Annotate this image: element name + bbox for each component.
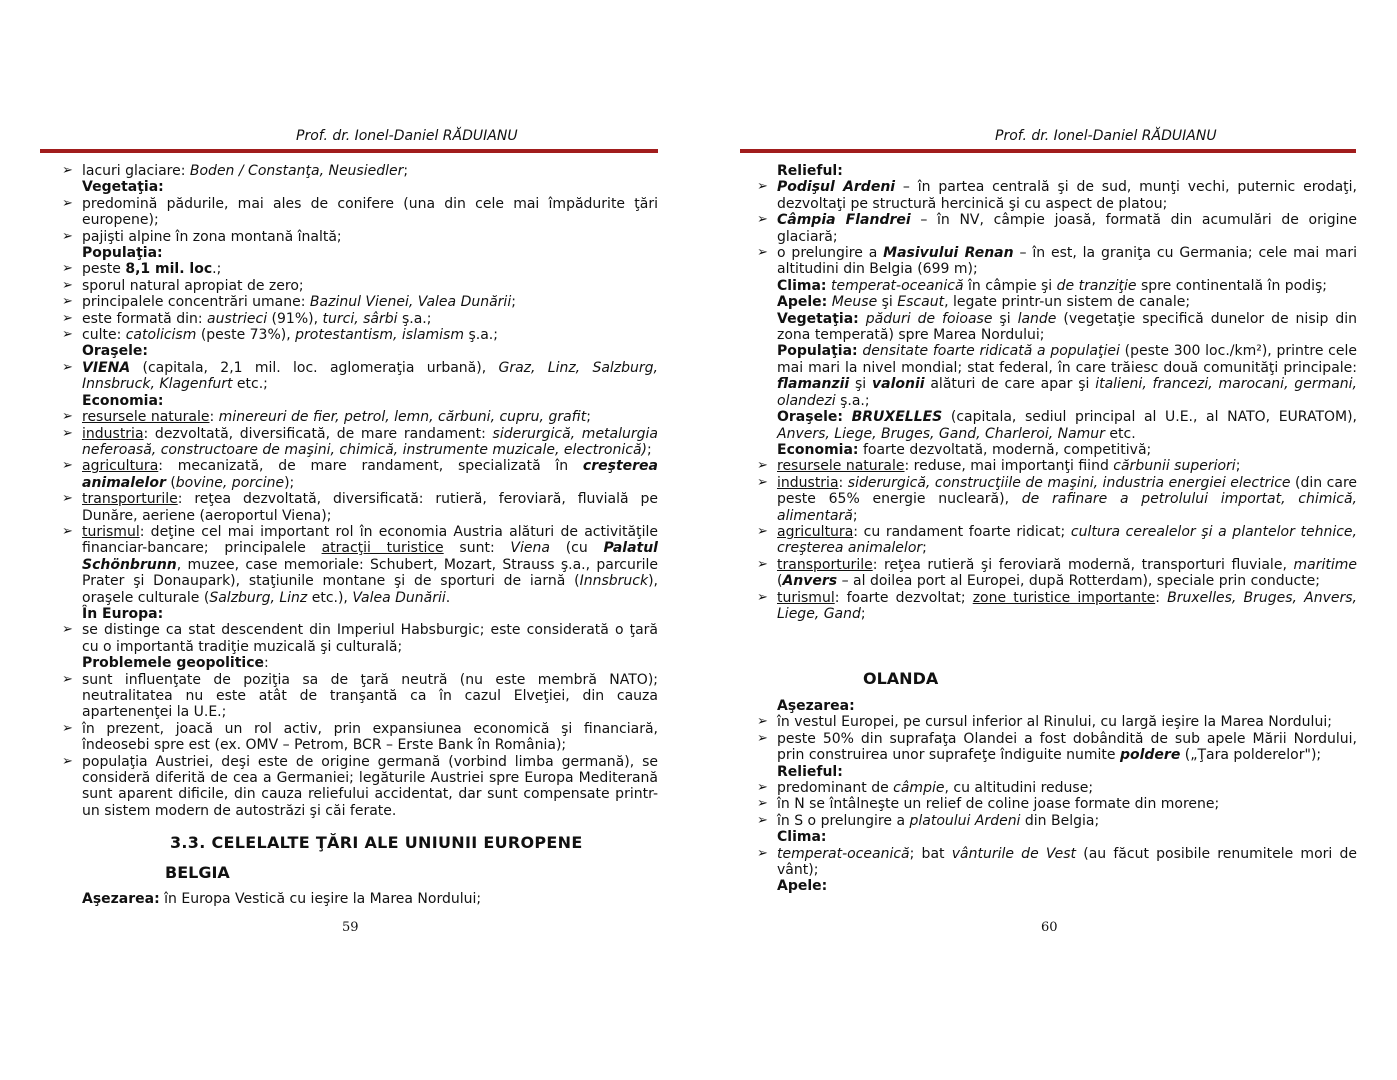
- arrowhead-bullet-icon: ➢: [757, 845, 768, 861]
- section-label: [755, 163, 1357, 179]
- page-number: 60: [1041, 920, 1058, 935]
- arrowhead-bullet-icon: ➢: [62, 409, 73, 425]
- text-run: – în est, la graniţa cu Germania; cele mai mari altitudini din Belgia (699 m);: [777, 245, 1357, 278]
- text-run: [843, 409, 852, 425]
- list-item: [60, 163, 658, 179]
- list-item: [755, 245, 1357, 278]
- text-run: ;: [586, 409, 591, 426]
- text-run: industria: [82, 425, 144, 442]
- text-run: în S o prelungire a: [777, 812, 910, 829]
- text-run: în vestul Europei, pe cursul inferior al Rinului, cu largă ieşire la Marea Nordului;: [777, 714, 1332, 731]
- text-run: Apele:: [777, 294, 828, 311]
- text-run: în prezent, joacă un rol activ, prin expansiunea economică şi financiară, îndeosebi spre est (ex. OMV – Petrom, BCR – Erste Bank în România);: [82, 720, 658, 754]
- list-item: [755, 590, 1357, 623]
- text-run: : reduse, mai importanţi fiind: [904, 458, 1114, 475]
- text-run: din Belgia;: [1020, 812, 1100, 829]
- list-item: [60, 672, 658, 721]
- text-run: se distinge ca stat descendent din Imperiul Habsburgic; este considerată o ţară cu o importantă tradiţie muzicală şi culturală;: [82, 622, 658, 655]
- text-run: de rafinare a petrolului importat, chimică, alimentară: [777, 491, 1357, 524]
- text-run: : deţine cel mai important rol în economia Austria alături de activităţile financiar-bancare; principalele: [82, 523, 658, 557]
- section-label: [755, 878, 1357, 894]
- text-run: minereuri de fier, petrol, lemn, cărbuni, cupru, grafit: [218, 409, 587, 426]
- arrowhead-bullet-icon: ➢: [757, 212, 768, 228]
- text-run: atracţii turistice: [321, 540, 444, 557]
- text-run: , legate printr-un sistem de canale;: [944, 294, 1191, 311]
- arrowhead-bullet-icon: ➢: [62, 310, 73, 326]
- list-item: [755, 475, 1357, 524]
- text-run: ;: [646, 441, 652, 458]
- arrowhead-bullet-icon: ➢: [62, 277, 73, 293]
- text-run: zone turistice importante: [972, 589, 1156, 606]
- list-item: [60, 327, 658, 343]
- list-item: [60, 426, 658, 459]
- text-run: Câmpia Flandrei: [777, 212, 911, 229]
- text-run: protestantism, islamism: [295, 327, 464, 344]
- arrowhead-bullet-icon: ➢: [62, 753, 73, 769]
- arrowhead-bullet-icon: ➢: [62, 720, 73, 736]
- text-run: lacuri glaciare:: [82, 163, 190, 179]
- text-run: .;: [212, 261, 222, 278]
- list-item: [755, 714, 1357, 730]
- arrowhead-bullet-icon: ➢: [62, 622, 73, 638]
- page-header: Prof. dr. Ionel-Daniel RĂDUIANU: [296, 128, 518, 144]
- text-run: ;: [860, 605, 866, 622]
- text-run: – în NV, câmpie joasă, formată din acumulări de origine glaciară;: [777, 212, 1357, 245]
- arrowhead-bullet-icon: ➢: [62, 523, 73, 539]
- list-item: [60, 229, 658, 245]
- text-run: flamanzii: [777, 376, 850, 393]
- list-item: [60, 261, 658, 277]
- text-run: Oraşele:: [82, 343, 148, 360]
- text-run: BRUXELLES: [851, 409, 943, 426]
- text-run: agricultura: [777, 523, 854, 540]
- text-run: ), oraşele culturale (: [82, 573, 658, 606]
- list-item: [60, 196, 658, 229]
- page-header: Prof. dr. Ionel-Daniel RĂDUIANU: [995, 128, 1217, 144]
- text-run: Anvers, Liege, Bruges, Gand, Charleroi, Namur: [777, 425, 1105, 442]
- header-rule: [740, 149, 1356, 153]
- text-run: („Ţara polderelor");: [1180, 747, 1322, 764]
- text-run: Palatul Schönbrunn: [82, 540, 658, 573]
- text-run: etc.: [1104, 425, 1136, 442]
- text-run: [859, 311, 866, 327]
- section-label: [755, 294, 1357, 310]
- arrowhead-bullet-icon: ➢: [757, 589, 768, 605]
- section-label: [60, 655, 658, 671]
- text-run: vânturile de Vest: [951, 845, 1077, 862]
- list-item: [60, 458, 658, 491]
- text-run: maritime: [1293, 556, 1357, 573]
- list-item: [60, 311, 658, 327]
- text-run: resursele naturale: [82, 409, 210, 426]
- list-item: [755, 212, 1357, 245]
- text-run: în N se întâlneşte un relief de coline joase formate din morene;: [777, 796, 1220, 813]
- text-run: Relieful:: [777, 763, 843, 780]
- text-run: Bruxelles, Bruges, Anvers, Liege, Gand: [777, 589, 1358, 622]
- text-run: Innsbruck: [579, 573, 649, 590]
- arrowhead-bullet-icon: ➢: [62, 458, 73, 474]
- text-run: : foarte dezvoltat;: [834, 589, 973, 606]
- text-run: (capitala, sediul principal al U.E., al NATO, EURATOM),: [942, 409, 1358, 426]
- text-run: Podişul Ardeni: [777, 179, 896, 196]
- page-body-bottom: [755, 698, 1357, 895]
- text-run: cărbunii superiori: [1113, 458, 1236, 475]
- list-item: [60, 360, 658, 393]
- text-run: sunt influenţate de poziţia sa de ţară neutră (nu este membră NATO); neutralitatea nu este atât de tranşantă ca în cazul Elveţiei, din cauza apartenenţei la U.E.;: [82, 671, 658, 721]
- text-run: sunt:: [443, 540, 511, 557]
- text-run: (capitala, 2,1 mil. loc. aglomeraţia urbană),: [130, 359, 499, 376]
- text-run: catolicism: [125, 327, 197, 344]
- arrowhead-bullet-icon: ➢: [62, 491, 73, 507]
- text-run: : dezvoltată, diversificată, de mare randament:: [143, 425, 493, 442]
- arrowhead-bullet-icon: ➢: [62, 163, 73, 178]
- text-run: foarte dezvoltată, modernă, competitivă;: [858, 441, 1152, 458]
- text-run: păduri de foioase: [865, 310, 993, 327]
- text-run: (vegetaţie specifică dunelor de nisip din zona temperată) spre Marea Nordului;: [777, 310, 1358, 344]
- text-run: temperat-oceanică: [777, 845, 910, 862]
- text-run: : reţea dezvoltată, diversificată: rutieră, feroviară, fluvială pe Dunăre, aeriene (aeroportul Viena);: [82, 491, 658, 524]
- list-item: [755, 780, 1357, 796]
- list-item: [60, 491, 658, 524]
- location-line: [82, 891, 481, 907]
- text-run: populaţia Austriei, deşi este de origine germană (vorbind limba germană), se consideră diferită de cea a Germaniei; legăturile Austriei spre Europa Mediterană sunt aparent dificile, din cauza reliefului accidentat, dar sunt compensate printr-un sistem modern de autostrăzi şi căi ferate.: [82, 753, 658, 819]
- text-run: ş.a.;: [464, 327, 498, 344]
- text-run: creşterea animalelor: [82, 458, 658, 491]
- text-run: italieni, francezi, marocani, germani, olandezi: [777, 376, 1357, 409]
- page-number: 59: [342, 920, 359, 935]
- arrowhead-bullet-icon: ➢: [757, 458, 768, 474]
- arrowhead-bullet-icon: ➢: [62, 327, 73, 343]
- section-label: [755, 698, 1357, 714]
- text-run: :: [264, 655, 269, 672]
- text-run: şi: [992, 310, 1018, 327]
- list-item: [755, 458, 1357, 474]
- text-run: Vegetaţia:: [82, 179, 164, 196]
- text-run: ; bat: [909, 845, 952, 862]
- text-run: (peste 300 loc./km²), printre cele mai mari la nivel mondial; stat federal, în care trăiesc două comunităţi principale:: [777, 343, 1357, 376]
- text-run: ;: [922, 540, 927, 557]
- text-run: (peste 73%),: [196, 327, 296, 344]
- text-run: Clima:: [777, 829, 827, 846]
- text-run: Economia:: [777, 441, 859, 458]
- list-item: [755, 813, 1357, 829]
- section-label: [755, 343, 1357, 409]
- text-run: (au făcut posibile renumitele mori de vânt);: [777, 845, 1357, 879]
- text-run: Viena: [510, 540, 550, 557]
- text-run: agricultura: [82, 458, 159, 475]
- text-run: siderurgică, construcţiile de maşini, industria energiei electrice: [847, 474, 1291, 491]
- text-run: turismul: [82, 523, 140, 540]
- arrowhead-bullet-icon: ➢: [757, 780, 768, 796]
- text-run: etc.),: [307, 589, 353, 606]
- page-body-top: [755, 163, 1357, 622]
- arrowhead-bullet-icon: ➢: [62, 359, 73, 375]
- country-title: OLANDA: [863, 669, 939, 688]
- arrowhead-bullet-icon: ➢: [62, 425, 73, 441]
- list-item: [755, 846, 1357, 879]
- arrowhead-bullet-icon: ➢: [62, 228, 73, 244]
- text-run: sporul natural apropiat de zero;: [82, 277, 304, 294]
- text-run: (cu: [549, 540, 604, 557]
- text-run: ;: [511, 294, 516, 311]
- text-run: Populaţia:: [777, 343, 858, 360]
- text-run: :: [1155, 589, 1168, 606]
- text-run: (91%),: [267, 310, 323, 327]
- text-run: spre continentală în podiş;: [1136, 277, 1328, 294]
- section-label: [60, 606, 658, 622]
- list-item: [755, 731, 1357, 764]
- text-run: temperat-oceanică: [830, 277, 964, 294]
- text-run: – al doilea port al Europei, după Rotterdam), speciale prin conducte;: [837, 573, 1321, 590]
- text-run: şi: [877, 294, 898, 311]
- text-run: : reţea rutieră şi feroviară modernă, transporturi fluviale,: [872, 556, 1294, 573]
- text-run: Escaut: [897, 294, 945, 311]
- text-run: : cu randament foarte ridicat;: [853, 523, 1071, 540]
- text-run: Anvers: [782, 573, 838, 590]
- text-run: lande: [1017, 310, 1057, 327]
- text-run: câmpie: [893, 780, 945, 797]
- country-title: BELGIA: [165, 863, 230, 882]
- list-item: [60, 622, 658, 655]
- section-label: [60, 393, 658, 409]
- text-run: Boden / Constanţa, Neusiedler: [189, 163, 404, 179]
- text-run: ;: [1235, 458, 1241, 475]
- arrowhead-bullet-icon: ➢: [757, 179, 768, 195]
- text-run: valonii: [872, 376, 925, 393]
- section-label: [60, 245, 658, 261]
- text-run: Masivului Renan: [883, 245, 1014, 262]
- text-run: (: [777, 573, 783, 590]
- text-run: resursele naturale: [777, 458, 905, 475]
- text-run: alături de care apar şi: [924, 376, 1096, 393]
- text-run: industria: [777, 474, 839, 491]
- text-run: Bazinul Vienei, Valea Dunării: [309, 294, 512, 311]
- text-run: ş.a.;: [397, 310, 432, 327]
- text-run: austrieci: [207, 310, 268, 327]
- list-item: [60, 721, 658, 754]
- text-run: Vegetaţia:: [777, 310, 859, 327]
- page-body: [60, 163, 658, 819]
- text-run: (: [165, 474, 176, 491]
- text-run: poldere: [1119, 747, 1181, 764]
- text-run: ;: [403, 163, 409, 179]
- text-run: şi: [849, 376, 872, 393]
- header-rule: [40, 149, 658, 153]
- text-run: în câmpie şi: [963, 277, 1057, 294]
- text-run: , muzee, case memoriale: Schubert, Mozart, Strauss ş.a., parcurile Prater şi Donaupark), staţiunile montane şi de sporturi de iarnă (: [82, 556, 658, 590]
- section-label: [755, 829, 1357, 845]
- text-run: culte:: [82, 327, 126, 344]
- text-run: transporturile: [82, 491, 178, 508]
- arrowhead-bullet-icon: ➢: [757, 474, 768, 490]
- list-item: [755, 179, 1357, 212]
- text-run: Meuse: [831, 294, 878, 311]
- section-label: [755, 409, 1357, 442]
- text-run: :: [209, 409, 219, 426]
- list-item: [755, 796, 1357, 812]
- arrowhead-bullet-icon: ➢: [757, 730, 768, 746]
- arrowhead-bullet-icon: ➢: [757, 714, 768, 730]
- text-run: Economia:: [82, 392, 164, 409]
- section-label: [755, 442, 1357, 458]
- text-run: Populaţia:: [82, 245, 163, 262]
- text-run: etc.;: [232, 376, 268, 393]
- text-run: );: [284, 474, 295, 491]
- list-item: [755, 557, 1357, 590]
- text-run: cultura cerealelor şi a plantelor tehnice, creşterea animalelor: [777, 523, 1357, 557]
- section-label: [60, 343, 658, 359]
- text-run: .: [445, 589, 451, 606]
- section-label: [755, 764, 1357, 780]
- arrowhead-bullet-icon: ➢: [62, 261, 73, 277]
- text-run: turismul: [777, 589, 835, 606]
- text-run: ;: [852, 507, 858, 524]
- text-run: Salzburg, Linz: [209, 589, 308, 606]
- text-run: Aşezarea:: [777, 698, 855, 714]
- text-run: Apele:: [777, 878, 828, 895]
- text-run: o prelungire a: [777, 245, 884, 262]
- text-run: : mecanizată, de mare randament, specializată în: [158, 458, 583, 475]
- section-title: 3.3. CELELALTE ŢĂRI ALE UNIUNII EUROPENE: [170, 833, 583, 852]
- text-run: bovine, porcine: [175, 474, 285, 491]
- location-text: în Europa Vestică cu ieşire la Marea Nordului;: [159, 891, 482, 907]
- text-run: peste 50% din suprafaţa Olandei a fost dobândită de sub apele Mării Nordului, prin construirea unor suprafeţe îndiguite numite: [777, 730, 1357, 764]
- text-run: Valea Dunării: [352, 589, 446, 606]
- arrowhead-bullet-icon: ➢: [62, 195, 73, 211]
- arrowhead-bullet-icon: ➢: [757, 523, 768, 539]
- text-run: platoului Ardeni: [909, 812, 1021, 829]
- location-label: Aşezarea:: [82, 891, 160, 907]
- list-item: [60, 294, 658, 310]
- text-run: siderurgică, metalurgia neferoasă, constructoare de maşini, chimică, instrumente muzicale, electronică): [82, 425, 658, 458]
- arrowhead-bullet-icon: ➢: [62, 294, 73, 310]
- text-run: transporturile: [777, 556, 873, 573]
- text-run: Relieful:: [777, 163, 843, 179]
- text-run: peste: [82, 261, 126, 278]
- text-run: turci, sârbi: [322, 310, 398, 327]
- text-run: Problemele geopolitice: [82, 655, 265, 672]
- section-label: [60, 179, 658, 195]
- text-run: :: [838, 474, 848, 491]
- text-run: Graz, Linz, Salzburg, Innsbruck, Klagenfurt: [82, 359, 658, 393]
- text-run: densitate foarte ridicată a populaţiei: [862, 343, 1120, 360]
- arrowhead-bullet-icon: ➢: [757, 812, 768, 828]
- text-run: În Europa:: [82, 605, 164, 622]
- list-item: [755, 524, 1357, 557]
- list-item: [60, 409, 658, 425]
- list-item: [60, 278, 658, 294]
- arrowhead-bullet-icon: ➢: [757, 556, 768, 572]
- text-run: , cu altitudini reduse;: [944, 780, 1094, 797]
- text-run: (din care peste 65% energie nucleară),: [777, 474, 1358, 508]
- text-run: este formată din:: [82, 310, 208, 327]
- text-run: predominant de: [777, 780, 894, 797]
- text-run: de tranziţie: [1056, 277, 1137, 294]
- text-run: Clima:: [777, 277, 827, 294]
- section-label: [755, 278, 1357, 294]
- text-run: principalele concentrări umane:: [82, 294, 310, 311]
- list-item: [60, 524, 658, 606]
- arrowhead-bullet-icon: ➢: [757, 796, 768, 812]
- section-label: [755, 311, 1357, 344]
- arrowhead-bullet-icon: ➢: [757, 245, 768, 261]
- text-run: 8,1 mil. loc: [125, 261, 213, 278]
- text-run: pajişti alpine în zona montană înaltă;: [82, 228, 342, 245]
- list-item: [60, 754, 658, 820]
- text-run: ş.a.;: [835, 392, 870, 409]
- text-run: VIENA: [82, 359, 131, 376]
- arrowhead-bullet-icon: ➢: [62, 671, 73, 687]
- text-run: – în partea centrală şi de sud, munţi vechi, puternic erodaţi, dezvoltaţi pe structură hercinică şi cu aspect de platou;: [777, 179, 1357, 212]
- text-run: predomină pădurile, mai ales de conifere (una din cele mai împădurite ţări europene);: [82, 195, 658, 229]
- text-run: Oraşele:: [777, 409, 843, 426]
